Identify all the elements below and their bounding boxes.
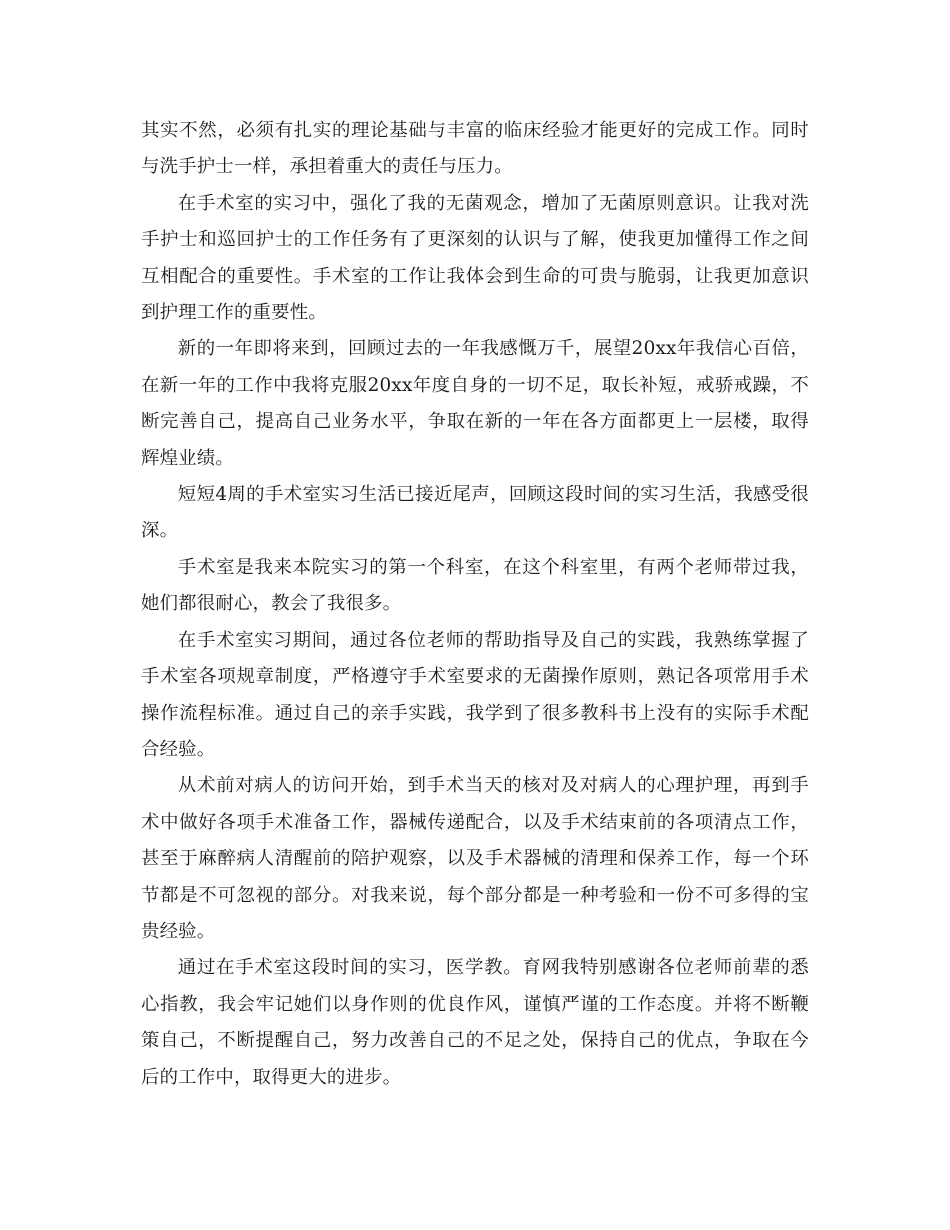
paragraph: 在手术室实习期间，通过各位老师的帮助指导及自己的实践，我熟练掌握了手术室各项规章制度，严格遵守手术室要求的无菌操作原则，熟记各项常用手术操作流程标准。通过自己的亲手实践，我学到了很多教科书上没有的实际手术配合经验。 [141,629,809,760]
paragraph: 在手术室的实习中，强化了我的无菌观念，增加了无菌原则意识。让我对洗手护士和巡回护士的工作任务有了更深刻的认识与了解，使我更加懂得工作之间互相配合的重要性。手术室的工作让我体会到生命的可贵与脆弱，让我更加意识到护理工作的重要性。 [141,192,809,324]
document-body [141,113,809,1096]
paragraph-continuation: 其实不然，必须有扎实的理论基础与丰富的临床经验才能更好的完成工作。同时与洗手护士一样，承担着重大的责任与压力。 [141,120,809,178]
paragraph: 新的一年即将来到，回顾过去的一年我感慨万千，展望20xx年我信心百倍，在新一年的工作中我将克服20xx年度自身的一切不足，取长补短，戒骄戒躁，不断完善自己，提高自己业务水平，争取在新的一年在各方面都更上一层楼，取得辉煌业绩。 [141,338,809,469]
paragraph: 从术前对病人的访问开始，到手术当天的核对及对病人的心理护理，再到手术中做好各项手术准备工作，器械传递配合，以及手术结束前的各项清点工作，甚至于麻醉病人清醒前的陪护观察，以及手术器械的清理和保养工作，每一个环节都是不可忽视的部分。对我来说，每个部分都是一种考验和一份不可多得的宝贵经验。 [141,775,809,942]
paragraph: 短短4周的手术室实习生活已接近尾声，回顾这段时间的实习生活，我感受很深。 [141,484,809,542]
paragraph: 手术室是我来本院实习的第一个科室，在这个科室里，有两个老师带过我，她们都很耐心，教会了我很多。 [141,556,809,615]
paragraph: 通过在手术室这段时间的实习，医学教。育网我特别感谢各位老师前辈的悉心指教，我会牢记她们以身作则的优良作风，谨慎严谨的工作态度。并将不断鞭策自己，不断提醒自己，努力改善自己的不足之处，保持自己的优点，争取在今后的工作中，取得更大的进步。 [141,957,809,1088]
